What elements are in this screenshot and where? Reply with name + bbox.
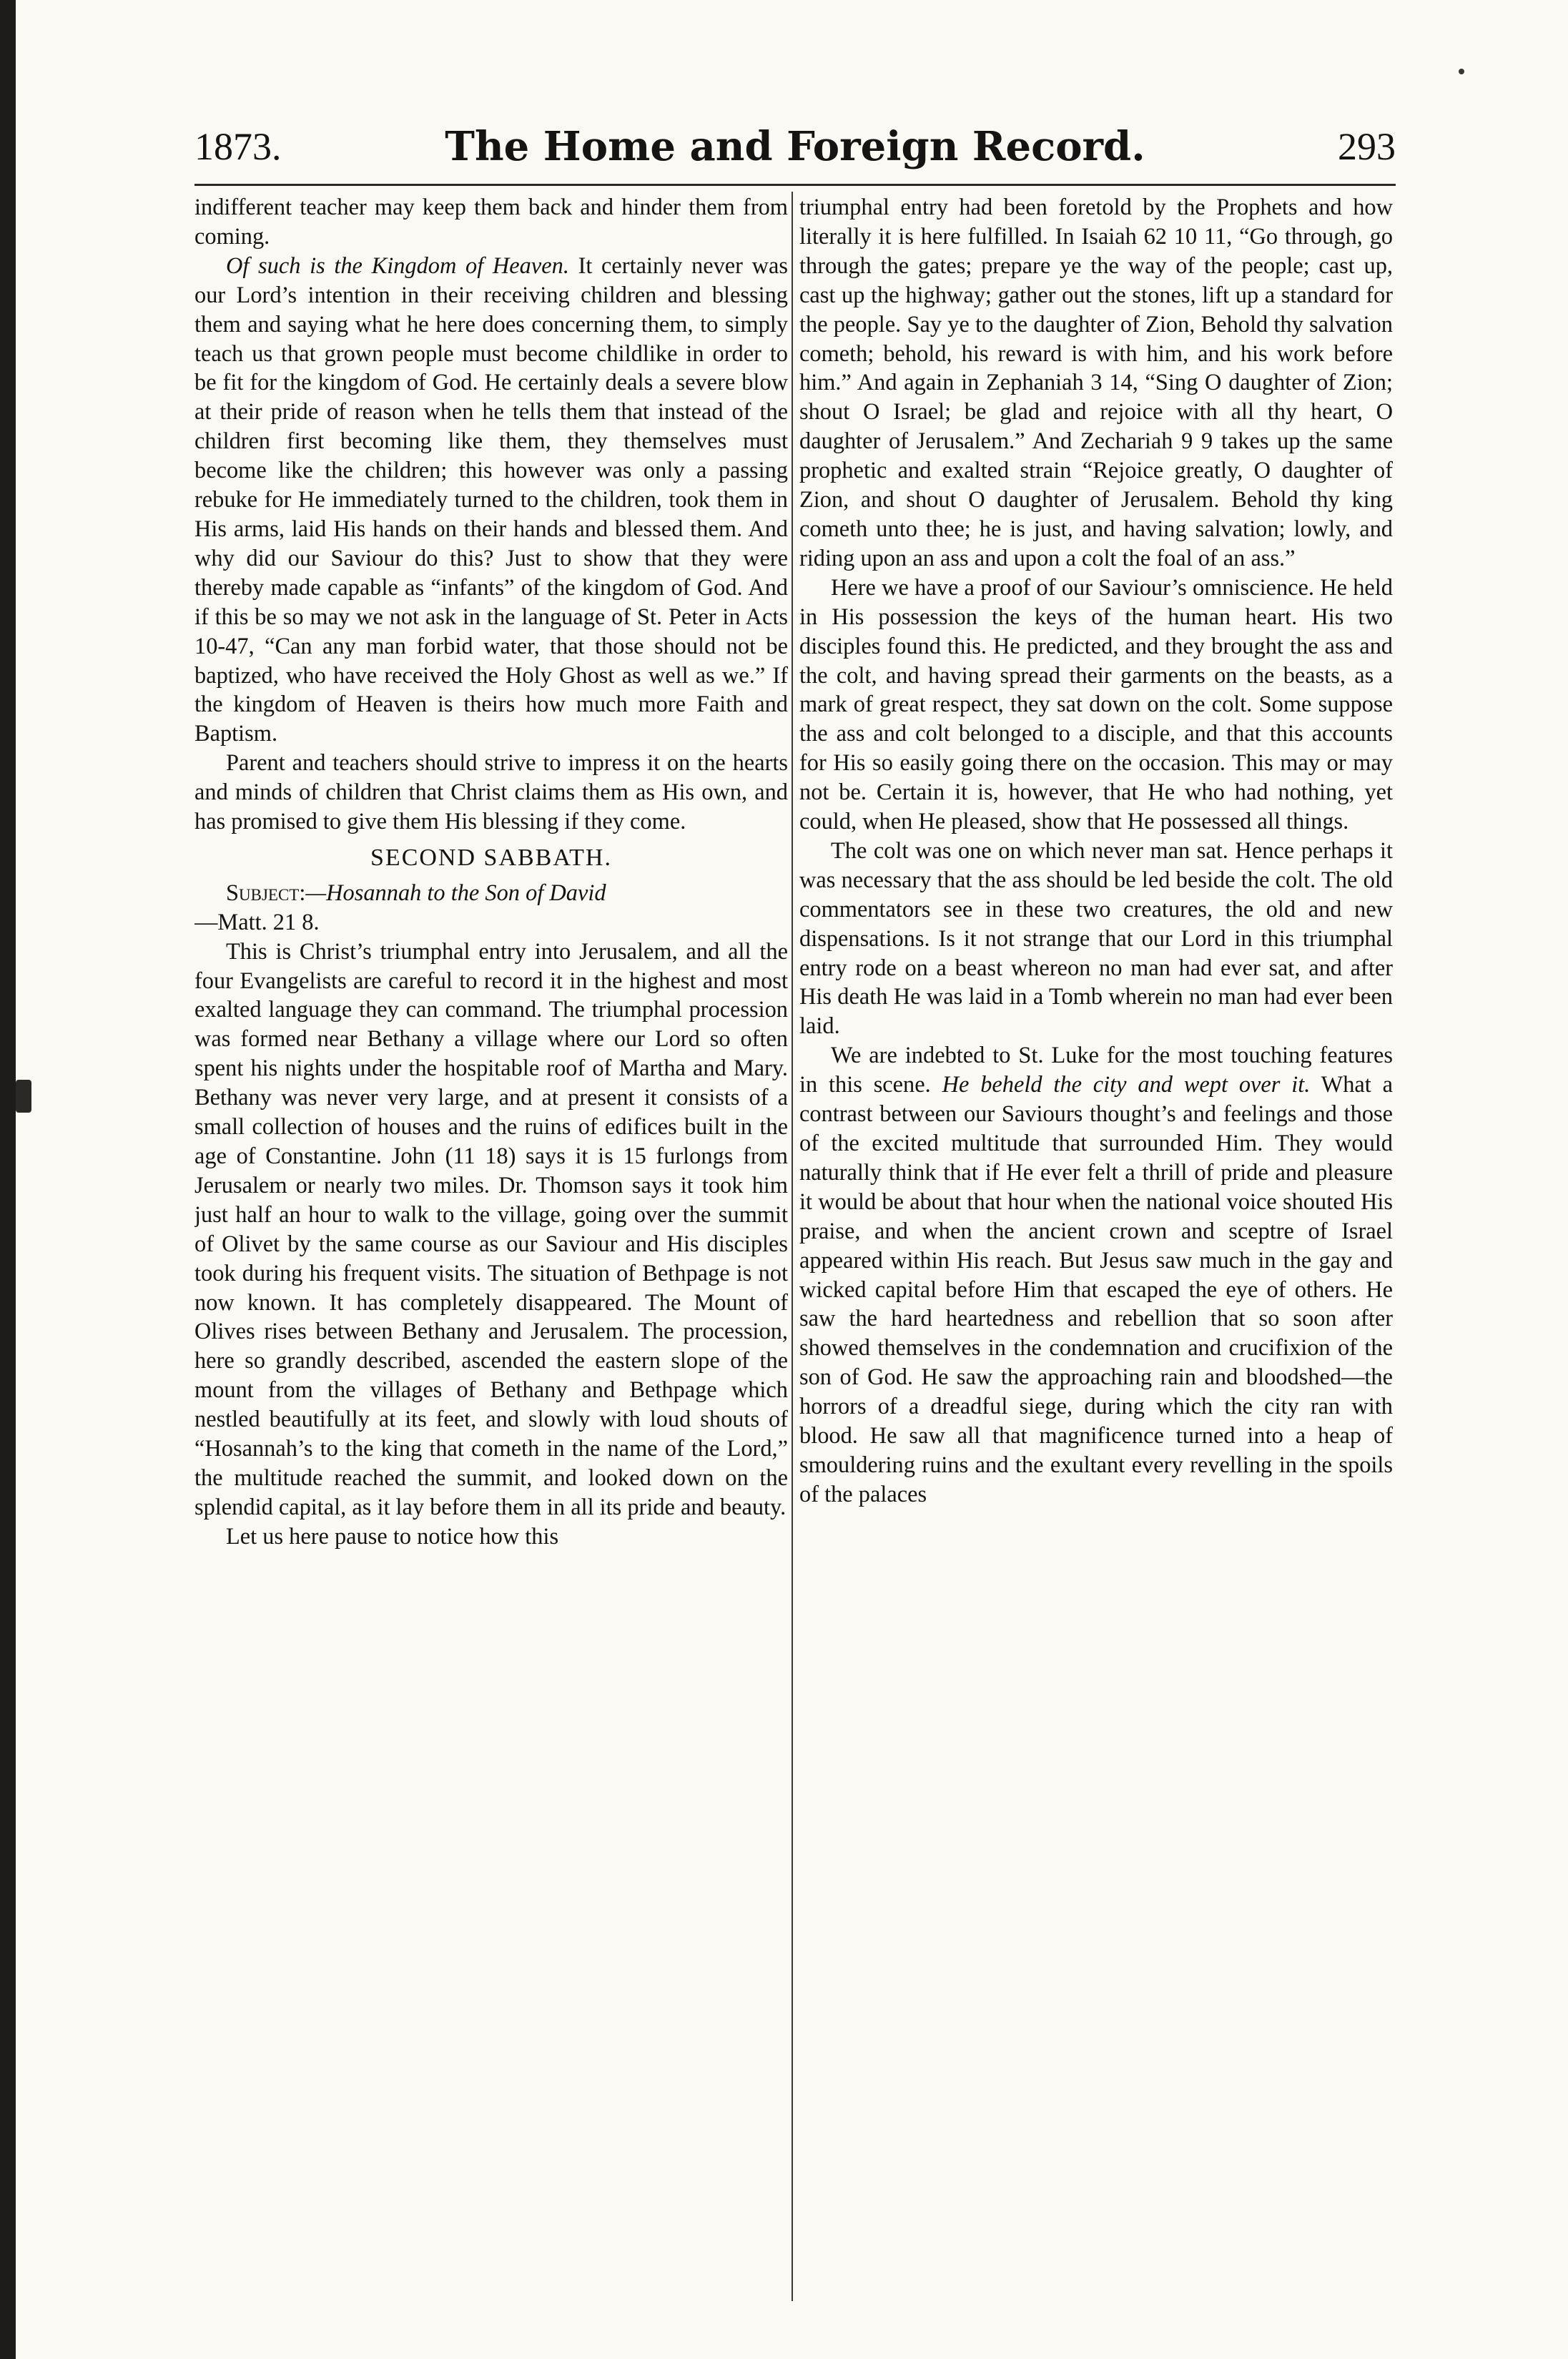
paragraph-continued: indifferent teacher may keep them back and hinder them from coming.	[194, 194, 788, 250]
journal-title: The Home and Foreign Record.	[445, 123, 1145, 170]
kingdom-quote: Of such is the Kingdom of Heaven.	[226, 252, 569, 279]
paragraph-omniscience: Here we have a proof of our Saviour’s omniscience. He held in His possession the keys of the human heart. His two disciples found this. He predicted, and they brought the ass and the colt, and having spread their garments on the beasts, as a mark of great respect, they sat down on the colt. Some suppose the ass and colt belonged to a disciple, and that this accounts for His so easily going there on the occasion. This may or may not be. Certain it is, however, that He who had nothing, yet could, when He pleased, show that He possessed all things.	[799, 574, 1393, 835]
paragraph-luke	[799, 1041, 1393, 1510]
right-column	[799, 193, 1393, 2310]
luke-body: What a contrast between our Saviours thought’s and feelings and those of the excited multitude that surrounded Him. They would naturally think that if He ever felt a thrill of pride and pleasure it would be about that hour when the national voice shouted His praise, and when the ancient crown and sceptre of Israel appeared within His reach. But Jesus saw much in the gay and wicked capital before Him that escaped the eye of others. He saw the hard heartedness and rebellion that so soon after showed themselves in the condemnation and crucifixion of the son of God. He saw the approaching rain and bloodshed—the horrors of a dreadful siege, during which the city ran with blood. He saw all that magnificence turned into a heap of smouldering ruins and the exultant every revelling in the spoils of the palaces	[799, 1072, 1393, 1507]
left-column	[194, 193, 788, 2310]
luke-lead: We are indebted to St. Luke for the most touching features in this scene.	[799, 1043, 1393, 1098]
paragraph-prophets: triumphal entry had been foretold by the Prophets and how literally it is here fulfilled. In Isaiah 62 10 11, “Go through, go through the gates; prepare ye the way of the people; cast up, cast up the highway; gather out the stones, lift up a standard for the people. Say ye to the daughter of Zion, Behold thy salvation cometh; behold, his reward is with him, and his work before him.” And again in Zephaniah 3 14, “Sing O daughter of Zion; shout O Israel; be glad and rejoice with all thy heart, O daughter of Jerusalem.” And Zechariah 9 9 takes up the same prophetic and exalted strain “Rejoice greatly, O daughter of Zion, and shout O daughter of Jerusalem. Behold thy king cometh unto thee; he is just, and having salvation; lowly, and riding upon an ass and upon a colt the foal of an ass.”	[799, 194, 1393, 571]
running-header	[194, 114, 1396, 179]
kingdom-body: It certainly never was our Lord’s intention in their receiving children and blessing them and saying what he here does concerning them, to simply teach us that grown people must become childlike in order to be fit for the kingdom of God. He certainly deals a severe blow at their pride of reason when he tells them that instead of the children first becoming like them, they themselves must become like the children; this however was only a passing rebuke for He immediately turned to the children, took them in His arms, laid His hands on their hands and blessed them. And why did our Saviour do this? Just to show that they were thereby made capable as “infants” of the kingdom of God. And if this be so may we not ask in the language of St. Peter in Acts 10-47, “Can any man forbid water, that those should not be baptized, who have received the Holy Ghost as well as we.” If the kingdom of Heaven is theirs how much more Faith and Baptism.	[194, 252, 788, 747]
subject-title: —Hosannah to the Son of David	[305, 880, 606, 906]
paragraph-pause: Let us here pause to notice how this	[226, 1523, 559, 1550]
subject-label: Subject:	[226, 880, 306, 906]
subject-reference: —Matt. 21 8.	[194, 909, 320, 935]
header-year: 1873.	[194, 125, 282, 168]
header-rule	[194, 184, 1396, 186]
binding-clip-mark	[16, 1080, 31, 1113]
paragraph-colt: The colt was one on which never man sat. Hence perhaps it was necessary that the ass should be led beside the colt. The old commentators see in these two creatures, the old and new dispensations. Is it not strange that our Lord in this triumphal entry rode on a beast whereon no man had ever sat, and after His death He was laid in a Tomb wherein no man had ever been laid.	[799, 837, 1393, 1040]
page-binding-edge	[0, 0, 16, 2359]
column-divider	[792, 192, 793, 2301]
section-heading: SECOND SABBATH.	[370, 844, 612, 871]
page-number: 293	[1338, 125, 1396, 168]
subject-line	[194, 879, 788, 908]
paragraph-kingdom	[194, 252, 788, 749]
paragraph-parents: Parent and teachers should strive to impress it on the hearts and minds of children that Christ claims them as His own, and has promised to give them His blessing if they come.	[194, 750, 788, 835]
luke-quote: He beheld the city and wept over it.	[942, 1072, 1311, 1098]
paragraph-triumphal-entry: This is Christ’s triumphal entry into Jerusalem, and all the four Evangelists are careful to record it in the highest and most exalted language they can command. The triumphal procession was formed near Bethany a village where our Lord so often spent his nights under the hospitable roof of Martha and Mary. Bethany was never very large, and at present it consists of a small collection of houses and the ruins of edifices built in the age of Constantine. John (11 18) says it is 15 furlongs from Jerusalem or nearly two miles. Dr. Thomson says it took him just half an hour to walk to the village, going over the summit of Olivet by the same course as our Saviour and His disciples took during his frequent visits. The situation of Bethpage is not now known. It has completely disappeared. The Mount of Olives rises between Bethany and Jerusalem. The procession, here so grandly described, ascended the eastern slope of the mount from the villages of Bethany and Bethpage which nestled beautifully at its feet, and slowly with loud shouts of “Hosannah’s to the king that cometh in the name of the Lord,” the multitude reached the summit, and looked down on the splendid capital, as it lay before them in all its pride and beauty.	[194, 938, 788, 1520]
stray-ink-dot	[1459, 69, 1464, 74]
